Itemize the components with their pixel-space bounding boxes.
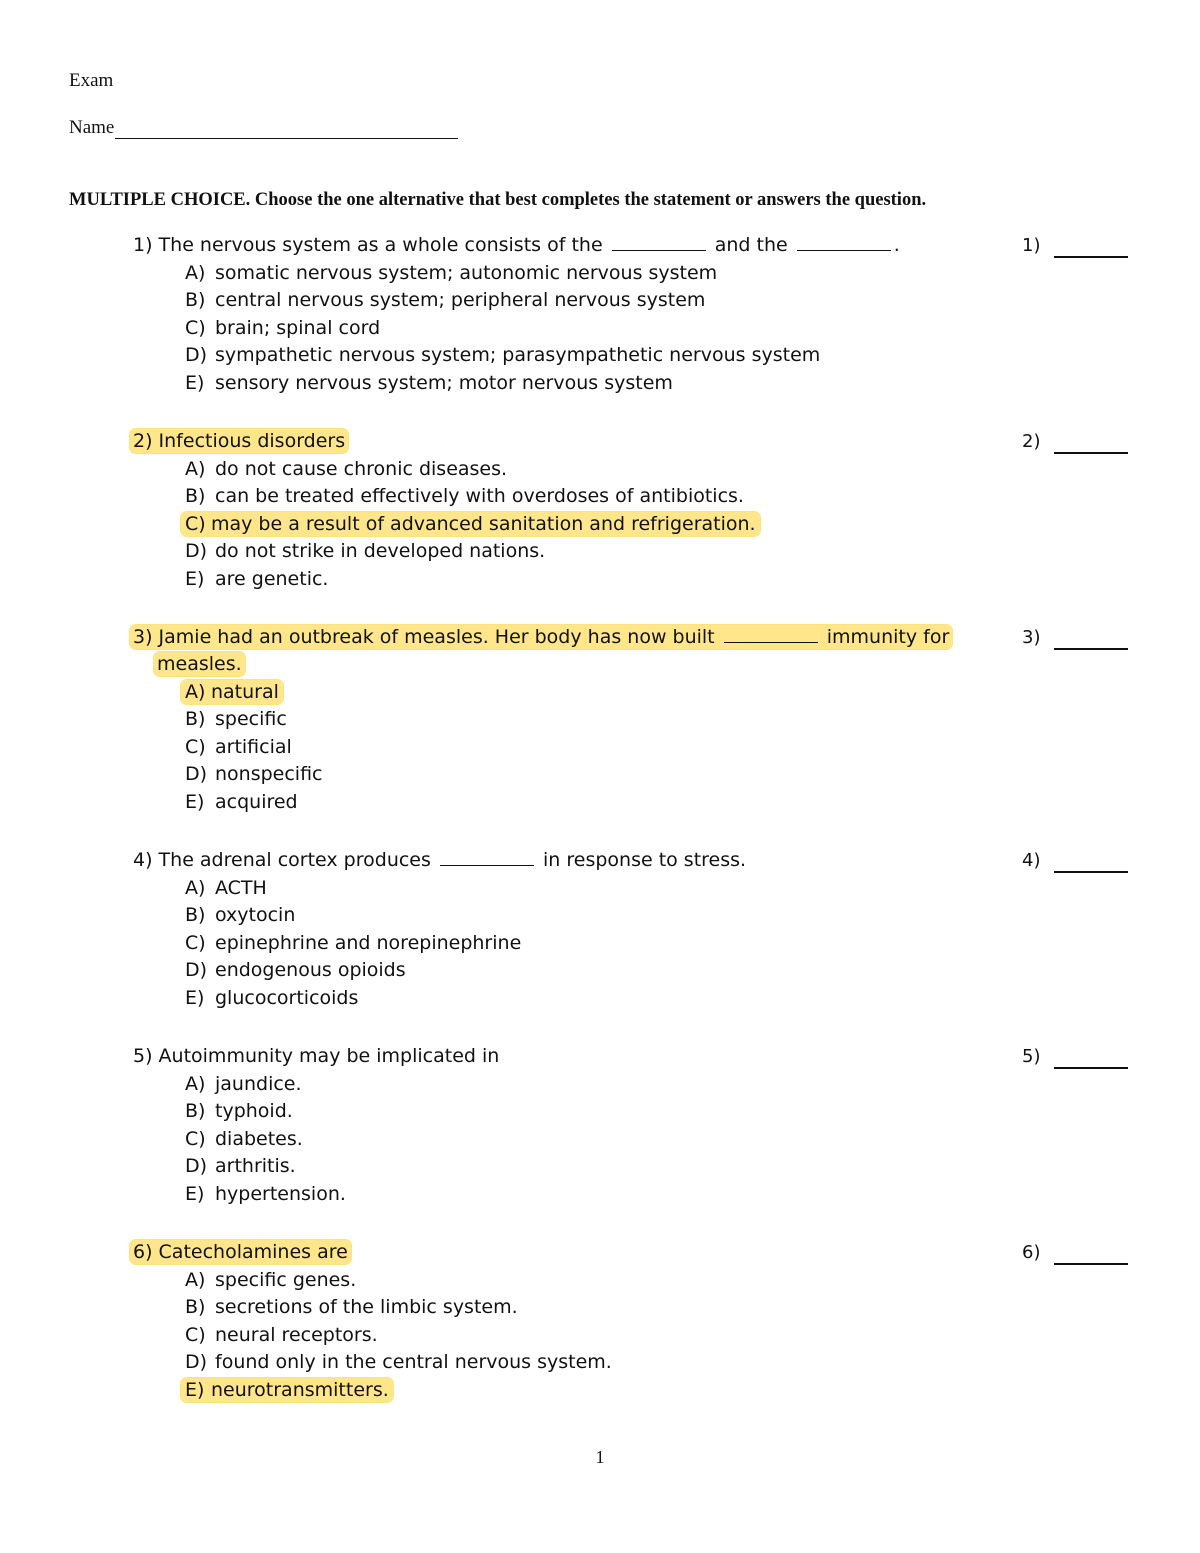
option-a[interactable]	[185, 875, 521, 902]
name-underline[interactable]	[115, 120, 458, 139]
option-text: sympathetic nervous system; parasympathetic nervous system	[215, 344, 821, 367]
option-letter: B)	[185, 1100, 206, 1123]
option-text: diabetes.	[215, 1127, 303, 1150]
option-text: glucocorticoids	[215, 986, 359, 1009]
answer-line[interactable]	[1054, 871, 1128, 873]
option-a[interactable]	[185, 260, 820, 287]
option-letter: C)	[185, 512, 206, 535]
option-list	[185, 1267, 612, 1404]
option-list	[185, 679, 323, 816]
exam-title: Exam	[69, 70, 114, 91]
stem-text: in response to stress.	[543, 849, 747, 871]
option-text: acquired	[215, 790, 298, 813]
option-letter: B)	[185, 485, 206, 508]
option-e[interactable]	[185, 1181, 346, 1208]
option-text: oxytocin	[215, 904, 296, 927]
option-b[interactable]	[185, 902, 521, 929]
option-text: found only in the central nervous system.	[215, 1351, 612, 1374]
option-text: ACTH	[215, 877, 267, 899]
option-d[interactable]	[185, 761, 323, 788]
option-text: do not cause chronic diseases.	[215, 458, 508, 480]
option-text: somatic nervous system; autonomic nervous system	[215, 262, 718, 284]
option-letter: A)	[185, 262, 206, 284]
question-stem	[133, 1239, 351, 1266]
option-letter: C)	[185, 1127, 206, 1150]
option-text: secretions of the limbic system.	[215, 1296, 518, 1319]
option-letter: E)	[185, 790, 205, 813]
option-e[interactable]	[185, 985, 521, 1012]
option-b[interactable]	[185, 1098, 346, 1125]
option-b[interactable]	[185, 1294, 612, 1321]
option-text: jaundice.	[215, 1073, 302, 1095]
option-text: are genetic.	[215, 567, 329, 590]
option-text: neural receptors.	[215, 1323, 378, 1346]
answer-number: 3)	[1022, 627, 1041, 648]
option-letter: E)	[185, 567, 205, 590]
page-number: 1	[595, 1447, 605, 1467]
answer-number: 1)	[1022, 235, 1041, 256]
option-c[interactable]	[185, 315, 820, 342]
option-letter: C)	[185, 931, 206, 954]
option-text: specific	[215, 708, 287, 731]
option-letter: B)	[185, 1296, 206, 1319]
question-stem	[133, 428, 348, 455]
option-letter: A)	[185, 877, 206, 899]
option-text: arthritis.	[215, 1155, 296, 1178]
option-letter: D)	[185, 763, 208, 786]
highlighted-stem: measles.	[154, 652, 245, 676]
option-a[interactable]	[185, 456, 760, 483]
option-d[interactable]	[185, 1349, 612, 1376]
option-c[interactable]	[185, 734, 323, 761]
option-text: neurotransmitters.	[211, 1378, 389, 1401]
question-stem	[133, 624, 952, 678]
option-letter: C)	[185, 316, 206, 339]
option-letter: C)	[185, 1323, 206, 1346]
option-e[interactable]	[185, 1377, 612, 1404]
question-stem	[133, 232, 900, 259]
option-a[interactable]	[185, 1267, 612, 1294]
option-text: nonspecific	[215, 763, 323, 786]
answer-blank	[440, 848, 534, 866]
option-b[interactable]	[185, 287, 820, 314]
option-letter: E)	[185, 1182, 205, 1205]
highlighted-option	[181, 1378, 393, 1402]
option-text: artificial	[215, 735, 292, 758]
option-text: brain; spinal cord	[215, 316, 381, 339]
option-text: natural	[211, 681, 279, 703]
option-d[interactable]	[185, 538, 760, 565]
option-d[interactable]	[185, 342, 820, 369]
stem-text: 4) The adrenal cortex produces	[133, 849, 431, 871]
option-b[interactable]	[185, 483, 760, 510]
option-b[interactable]	[185, 706, 323, 733]
option-e[interactable]	[185, 370, 820, 397]
answer-number: 6)	[1022, 1242, 1041, 1263]
option-letter: E)	[185, 1378, 205, 1401]
option-e[interactable]	[185, 789, 323, 816]
option-a[interactable]	[185, 1071, 346, 1098]
option-c[interactable]	[185, 1126, 346, 1153]
option-text: epinephrine and norepinephrine	[215, 931, 522, 954]
highlighted-option	[181, 680, 283, 704]
option-list	[185, 456, 760, 593]
instructions: MULTIPLE CHOICE. Choose the one alternative that best completes the statement or answers the question.	[69, 190, 927, 210]
option-list	[185, 260, 820, 397]
option-letter: B)	[185, 708, 206, 731]
option-text: hypertension.	[215, 1182, 346, 1205]
answer-line[interactable]	[1054, 1263, 1128, 1265]
highlighted-stem: 6) Catecholamines are	[130, 1240, 351, 1264]
name-label: Name	[69, 117, 115, 138]
option-text: sensory nervous system; motor nervous system	[215, 371, 673, 394]
highlighted-stem: 2) Infectious disorders	[130, 429, 348, 453]
option-text: central nervous system; peripheral nervous system	[215, 289, 706, 312]
option-d[interactable]	[185, 1153, 346, 1180]
option-text: endogenous opioids	[215, 959, 406, 982]
option-text: typhoid.	[215, 1100, 293, 1123]
stem-text: immunity for	[826, 626, 950, 648]
answer-line[interactable]	[1054, 256, 1128, 258]
option-text: do not strike in developed nations.	[215, 540, 546, 563]
option-letter: D)	[185, 959, 208, 982]
answer-line[interactable]	[1054, 452, 1128, 454]
answer-blank	[797, 233, 891, 251]
option-letter: A)	[185, 681, 206, 703]
answer-line[interactable]	[1054, 1067, 1128, 1069]
option-a[interactable]	[185, 679, 323, 706]
option-letter: A)	[185, 1269, 206, 1291]
question-stem	[133, 1043, 499, 1070]
option-letter: A)	[185, 458, 206, 480]
option-letter: A)	[185, 1073, 206, 1095]
stem-text: 5) Autoimmunity may be implicated in	[133, 1045, 500, 1067]
option-letter: E)	[185, 986, 205, 1009]
option-letter: B)	[185, 289, 206, 312]
option-c[interactable]	[185, 930, 521, 957]
answer-line[interactable]	[1054, 648, 1128, 650]
option-text: can be treated effectively with overdoses of antibiotics.	[215, 485, 744, 508]
option-letter: D)	[185, 1155, 208, 1178]
option-letter: D)	[185, 540, 208, 563]
option-c[interactable]	[185, 511, 760, 538]
option-letter: D)	[185, 344, 208, 367]
option-letter: C)	[185, 735, 206, 758]
highlighted-stem	[130, 625, 952, 649]
option-c[interactable]	[185, 1322, 612, 1349]
stem-text: .	[893, 234, 900, 256]
option-text: may be a result of advanced sanitation and refrigeration.	[211, 512, 756, 535]
option-list	[185, 1071, 346, 1208]
option-letter: E)	[185, 371, 205, 394]
stem-text: 3) Jamie had an outbreak of measles. Her body has now built	[133, 626, 715, 648]
answer-blank	[612, 233, 706, 251]
stem-text: 1) The nervous system as a whole consists of the	[133, 234, 603, 256]
answer-number: 2)	[1022, 431, 1041, 452]
option-text: specific genes.	[215, 1269, 357, 1291]
option-e[interactable]	[185, 566, 760, 593]
option-letter: B)	[185, 904, 206, 927]
stem-text: and the	[714, 234, 788, 256]
highlighted-option	[181, 512, 760, 536]
question-stem	[133, 847, 746, 874]
answer-blank	[724, 625, 818, 643]
answer-number: 4)	[1022, 850, 1041, 871]
option-letter: D)	[185, 1351, 208, 1374]
option-list	[185, 875, 521, 1012]
option-d[interactable]	[185, 957, 521, 984]
name-field[interactable]	[69, 117, 458, 139]
answer-number: 5)	[1022, 1046, 1041, 1067]
